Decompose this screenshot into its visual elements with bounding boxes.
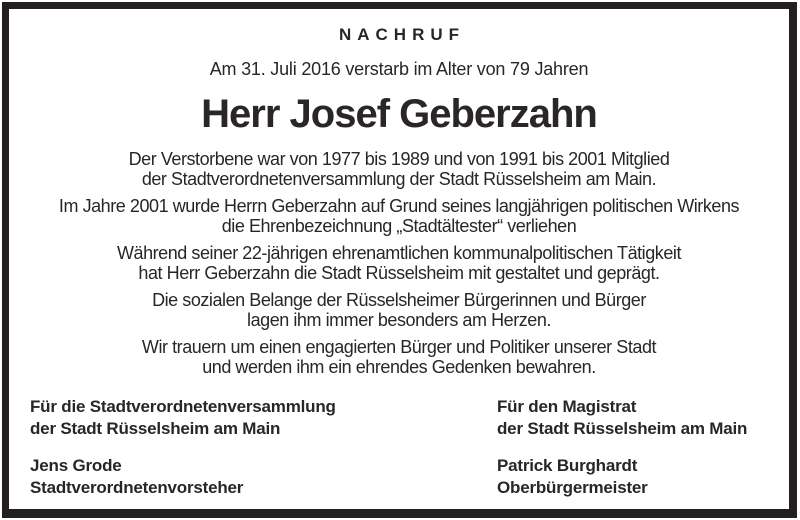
org-line: Für die Stadtverordnetenversammlung	[30, 397, 336, 416]
text-line: der Stadtverordnetenversammlung der Stadt Rüsselsheim am Main.	[141, 169, 657, 189]
text-line: Während seiner 22-jährigen ehrenamtlichen kommunalpolitischen Tätigkeit	[116, 243, 682, 263]
text-line: und werden ihm ein ehrendes Gedenken bewahren.	[202, 357, 596, 377]
death-announcement-line: Am 31. Juli 2016 verstarb im Alter von 79 Jahren	[209, 59, 589, 79]
obituary-paragraph-honorary-title	[9, 196, 789, 236]
signer-name: Jens Grode	[30, 456, 122, 475]
signature-magistrate	[497, 396, 789, 499]
obituary-paragraph-service	[9, 243, 789, 283]
org-line: der Stadt Rüsselsheim am Main	[497, 419, 748, 438]
signatures-section	[9, 396, 789, 499]
text-line: Im Jahre 2001 wurde Herrn Geberzahn auf Grund seines langjährigen politischen Wirkens	[58, 196, 740, 216]
obituary-frame	[2, 2, 797, 518]
org-line: der Stadt Rüsselsheim am Main	[30, 419, 281, 438]
signer-title: Oberbürgermeister	[497, 478, 648, 497]
deceased-name: Herr Josef Geberzahn	[201, 92, 597, 136]
signature-city-council	[30, 396, 497, 499]
text-line: Der Verstorbene war von 1977 bis 1989 und von 1991 bis 2001 Mitglied	[128, 149, 670, 169]
text-line: hat Herr Geberzahn die Stadt Rüsselsheim mit gestaltet und geprägt.	[138, 263, 660, 283]
org-line: Für den Magistrat	[497, 397, 637, 416]
text-line: lagen ihm immer besonders am Herzen.	[247, 310, 551, 330]
obituary-body	[9, 149, 789, 377]
signer-title: Stadtverordnetenvorsteher	[30, 478, 244, 497]
signer-name: Patrick Burghardt	[497, 456, 638, 475]
obituary-paragraph-social	[9, 290, 789, 330]
notice-type-heading: NACHRUF	[338, 25, 466, 44]
text-line: die Ehrenbezeichnung „Stadtältester“ verliehen	[221, 216, 577, 236]
text-line: Wir trauern um einen engagierten Bürger und Politiker unserer Stadt	[141, 337, 657, 357]
obituary-paragraph-mourning	[9, 337, 789, 377]
text-line: Die sozialen Belange der Rüsselsheimer Bürgerinnen und Bürger	[152, 290, 646, 310]
obituary-paragraph-membership	[9, 149, 789, 189]
